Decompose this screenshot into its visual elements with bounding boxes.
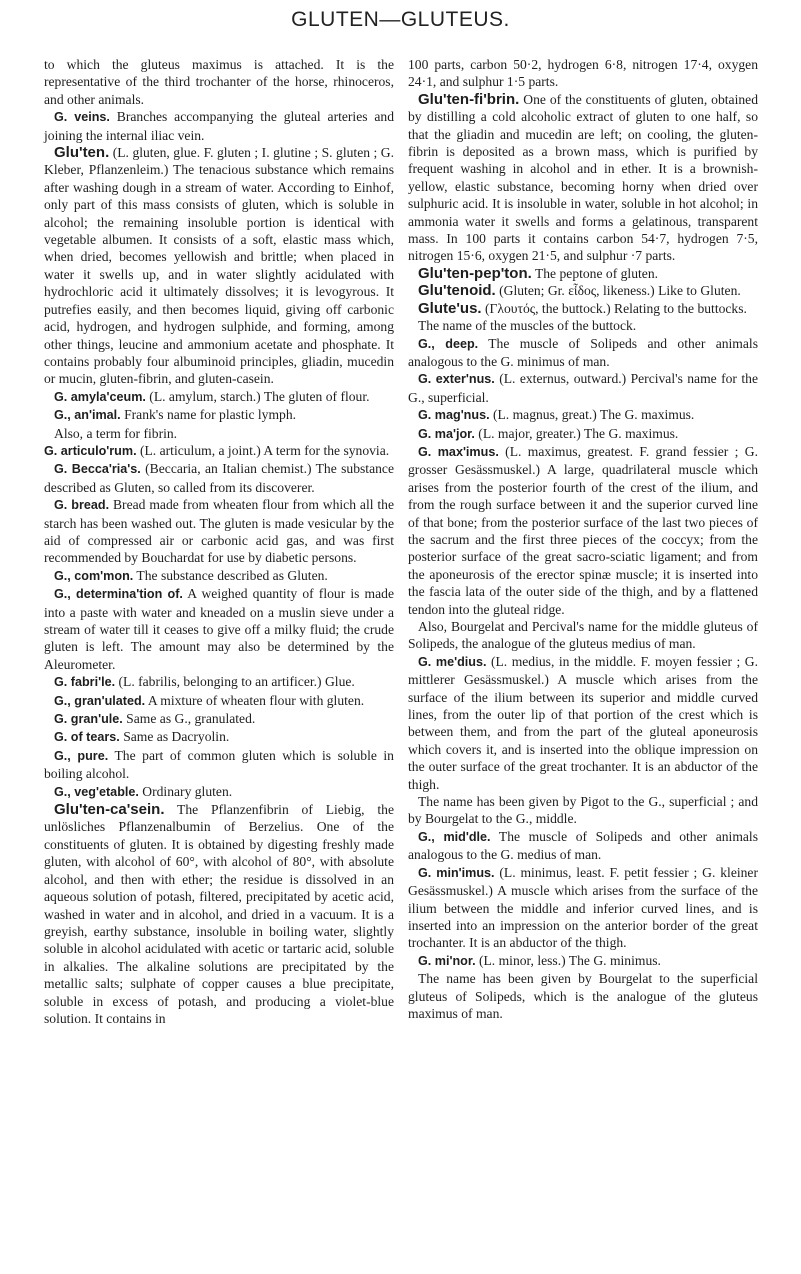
entry-headword: G. fabri'le. [54, 675, 116, 690]
dictionary-entry [44, 567, 394, 585]
entry-text: (L. articulum, a joint.) A term for the synovia. [136, 442, 390, 458]
entry-text: A mixture of wheaten flour with gluten. [145, 692, 365, 708]
entry-text: Frank's name for plastic lymph. [120, 407, 297, 423]
entry-headword: G. min'imus. [418, 865, 495, 880]
entry-headword: G. me'dius. [418, 654, 487, 669]
entry-headword: G. ma'jor. [418, 426, 475, 441]
entry-headword: Glu'ten-pep'ton. [418, 264, 532, 282]
entry-text: Also, a term for fibrin. [54, 425, 178, 441]
entry-text: Ordinary gluten. [138, 783, 233, 799]
entry-text: (L. fabrilis, belonging to an artificer.) Glue. [115, 674, 355, 690]
entry-headword: Glu'ten-ca'sein. [54, 801, 165, 819]
dictionary-entry [44, 747, 394, 783]
entry-headword: G. mi'nor. [418, 953, 476, 968]
entry-headword: G. veins. [54, 110, 110, 125]
entry-text: The part of common gluten which is soluble in boiling alcohol. [44, 747, 394, 782]
entry-text: Also, Bourgelat and Percival's name for the middle gluteus of Solipeds, the analogue of the gluteus medius of man. [408, 619, 758, 652]
dictionary-entry [408, 406, 758, 424]
dictionary-entry [44, 710, 394, 728]
dictionary-entry [44, 406, 394, 424]
dictionary-entry [408, 443, 758, 618]
entry-headword: Glute'us. [418, 299, 482, 317]
dictionary-entry [408, 300, 758, 317]
dictionary-entry [44, 585, 394, 673]
entry-text: (Γλουτός, the buttock.) Relating to the buttocks. [481, 300, 747, 316]
entry-text: The name has been given by Bourgelat to the superficial gluteus of Solipeds, which is the analogue of the gluteus maximus of man. [408, 971, 758, 1021]
dictionary-entry [44, 673, 394, 691]
entry-text: (L. amylum, starch.) The gluten of flour. [145, 388, 370, 404]
dictionary-entry [44, 388, 394, 406]
entry-headword: Glu'ten-fi'brin. [418, 90, 520, 108]
dictionary-entry [408, 952, 758, 970]
entry-headword: Glu'tenoid. [418, 282, 496, 300]
entry-headword: G. max'imus. [418, 444, 499, 459]
entry-text: One of the constituents of gluten, obtained by distilling a cold alcoholic extract of gluten to one half, so that the gliadin and mucedin are left; on cooling, the gluten-fibrin is deposited as a brown mass, which is purified by frequent washing in alcohol and in ether. It is a brownish-yellow, elastic substance, becoming horny when dried over sulphuric acid. It is insoluble in water, soluble in hot alcohol; in ammonia water it swells and forms a gelatinous, transparent mass. In 100 parts it contains carbon 54·7, hydrogen 7·5, nitrogen 15·6, oxygen 21·5, and sulphur ·7 parts. [408, 91, 758, 264]
entry-headword: G. Becca'ria's. [54, 462, 141, 477]
dictionary-entry [408, 335, 758, 371]
entry-text: Branches accompanying the gluteal arteries and joining the internal iliac vein. [44, 109, 394, 143]
entry-text: The muscle of Solipeds and other animals analogous to the G. minimus of man. [408, 335, 758, 369]
dictionary-entry [408, 970, 758, 1022]
entry-text: to which the gluteus maximus is attached. It is the representative of the third trochanter of the horse, rhinoceros, and other animals. [44, 57, 394, 107]
dictionary-entry [408, 828, 758, 864]
entry-text: (L. medius, in the middle. F. moyen fessier ; G. mittlerer Gesässmuskel.) A muscle which arises from the surface of the ilium between its superior and middle curved lines, from the outer lip of that portion of the crest which is between them, and from the part of the gluteal aponeurosis which covers it, and is inserted into the oblique impression on the outer surface of the great trochanter. It is an abductor of the thigh. [408, 653, 758, 792]
entry-text: (L. gluten, glue. F. gluten ; I. glutine ; S. gluten ; G. Kleber, Pflanzenleim.) The tenacious substance which remains after washing dough in a stream of water. According to Einhof, only part of this mass consists of gluten, which is soluble in alcohol; the remaining insoluble portion is identical with vegetable albumen. It consists of a soft, elastic mass which, when dried, becomes yellowish and brittle; when placed in water it swells up, and in water slightly acidulated with hydrochloric acid it ultimately dissolves; it is levogyrous. It putrefies easily, and then becomes liquid, giving off carbonic acid, hydrogen, and hydrogen sulphide, and forming, among other things, leucine and ammonium acetate and phosphate. It contains probably four albuminoid principles, gliadin, mucedin or mucin, gluten-fibrin, and gluten-casein. [44, 145, 394, 387]
entry-headword: Glu'ten. [54, 144, 110, 162]
entry-text: The name of the muscles of the buttock. [418, 318, 637, 334]
entry-headword: G., determina'tion of. [54, 587, 183, 602]
entry-headword: G. bread. [54, 498, 110, 513]
dictionary-entry [44, 728, 394, 746]
page-header: GLUTEN—GLUTEUS. [291, 8, 510, 31]
dictionary-entry [408, 56, 758, 91]
entry-text: The Pflanzenfibrin of Liebig, the unlösliches Pflanzenalbumin of Berzelius. One of the constituents of gluten. It is obtained by digesting freshly made gluten, with alcohol of 60°, with alcohol of 80°, with absolute alcohol, and then with ether; the residue is dissolved in an aqueous solution of potash, filtered, precipitated by acetic acid, washed in water and in alcohol, and dried in a vacuum. It is a greyish, earthy substance, insoluble in boiling water, slightly soluble in alcohol acidulated with acetic or tartaric acid, soluble in alkalies. The alkaline solutions are precipitated by the metallic salts; sulphate of copper causes a blue precipitate, soluble in excess of potash, and producing a violet-blue solution. It contains in [44, 802, 394, 1026]
dictionary-entry [408, 370, 758, 406]
dictionary-entry [408, 793, 758, 828]
dictionary-entry [408, 618, 758, 653]
entry-text: 100 parts, carbon 50·2, hydrogen 6·8, nitrogen 17·4, oxygen 24·1, and sulphur 1·5 parts. [408, 57, 758, 90]
entry-headword: G. articulo'rum. [44, 443, 137, 458]
entry-text: (L. major, greater.) The G. maximus. [474, 425, 679, 441]
entry-headword: G., mid'dle. [418, 829, 491, 844]
entry-text: (Beccaria, an Italian chemist.) The substance described as Gluten, so called from its discoverer. [44, 461, 394, 495]
dictionary-entry [44, 425, 394, 442]
entry-headword: G., deep. [418, 336, 479, 351]
entry-text: The peptone of gluten. [531, 265, 659, 281]
right-column [408, 56, 758, 1022]
dictionary-entry [408, 282, 758, 299]
entry-headword: G. amyla'ceum. [54, 389, 146, 404]
entry-text: The muscle of Solipeds and other animals analogous to the G. medius of man. [408, 828, 758, 863]
dictionary-entry [408, 265, 758, 282]
entry-text: (L. minimus, least. F. petit fessier ; G. kleiner Gesässmuskel.) A muscle which arises from the surface of the ilium between the middle and inferior curved lines, and is inserted into an impression on the anterior border of the great trochanter. It is an abductor of the thigh. [408, 864, 758, 951]
entry-headword: G. mag'nus. [418, 408, 490, 423]
entry-headword: G., gran'ulated. [54, 693, 146, 708]
entry-text: Bread made from wheaten flour from which all the starch has been washed out. The gluten is made vesicular by the aid of compressed air or carbonic acid gas, and was first recommended by Bouchardat for use by diabetic persons. [44, 497, 394, 566]
dictionary-entry [44, 56, 394, 108]
entry-text: Same as Dacryolin. [119, 729, 230, 745]
dictionary-entry [408, 864, 758, 952]
dictionary-entry [408, 425, 758, 443]
dictionary-entry [408, 91, 758, 265]
entry-text: (L. maximus, greatest. F. grand fessier ; G. grosser Gesässmuskel.) A large, quadrilateral muscle which arises from the posterior fourth of the crest of the ilium, and from the rough surface between it and the superior curved line of that bone; from the posterior surface of the last two pieces of the sacrum and the first three pieces of the coccyx; from the posterior surface of the great sacro-sciatic ligament; and from the aponeurosis of the erector spinæ muscle; it is inserted into the fascia lata of the outer side of the thigh, and by a flattened tendon into the gluteal ridge. [408, 443, 758, 617]
entry-text: (L. minor, less.) The G. minimus. [475, 952, 661, 968]
dictionary-entry [408, 317, 758, 334]
entry-text: (Gluten; Gr. εἶδος, likeness.) Like to Gluten. [495, 283, 741, 299]
entry-headword: G., com'mon. [54, 568, 134, 583]
dictionary-entry [44, 460, 394, 496]
entry-headword: G. gran'ule. [54, 712, 123, 727]
dictionary-entry [44, 801, 394, 1027]
entry-text: (L. magnus, great.) The G. maximus. [489, 407, 695, 423]
entry-headword: G., veg'etable. [54, 784, 139, 799]
dictionary-entry [44, 442, 394, 460]
dictionary-entry [44, 108, 394, 144]
entry-text: The name has been given by Pigot to the G., superficial ; and by Bourgelat to the G., middle. [408, 794, 758, 827]
entry-headword: G. exter'nus. [418, 372, 495, 387]
entry-headword: G., pure. [54, 748, 109, 763]
entry-headword: G., an'imal. [54, 408, 121, 423]
entry-headword: G. of tears. [54, 730, 120, 745]
entry-text: Same as G., granulated. [122, 711, 256, 727]
dictionary-entry [44, 496, 394, 567]
dictionary-entry [408, 653, 758, 793]
dictionary-entry [44, 144, 394, 388]
dictionary-entry [44, 783, 394, 801]
entry-text: A weighed quantity of flour is made into a paste with water and kneaded on a muslin sieve under a stream of water till it ceases to give off a milky fluid; the crude gluten is left. The amount may also be determined by the Aleurometer. [44, 586, 394, 672]
entry-text: The substance described as Gluten. [133, 567, 328, 583]
entry-text: (L. externus, outward.) Percival's name for the G., superficial. [408, 371, 758, 405]
left-column [44, 56, 394, 1027]
dictionary-entry [44, 692, 394, 710]
